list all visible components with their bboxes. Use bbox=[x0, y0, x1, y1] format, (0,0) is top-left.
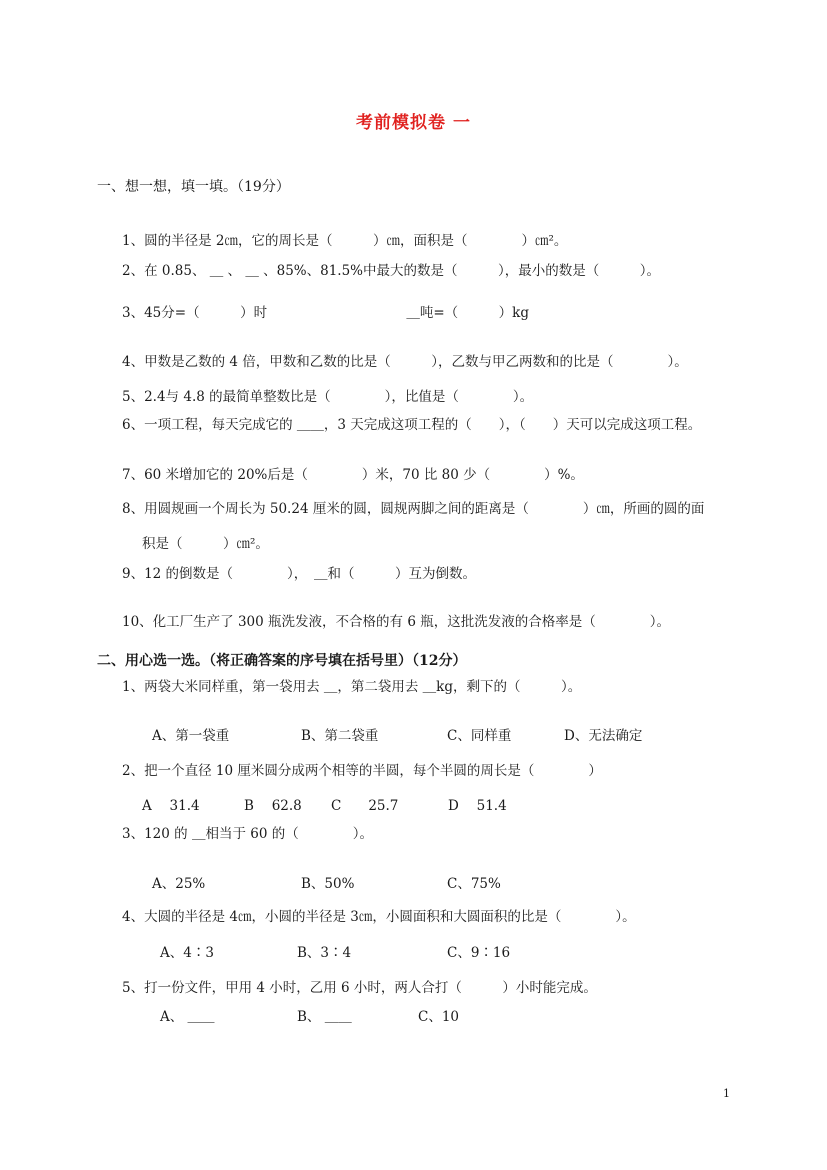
question-1-4: 4、甲数是乙数的 4 倍，甲数和乙数的比是（ ），乙数与甲乙两数和的比是（ ）。 bbox=[122, 354, 688, 370]
option-2-4-c: C、9∶16 bbox=[447, 945, 511, 961]
option-2-2-a: A 31.4 bbox=[142, 798, 200, 814]
question-2-3: 3、120 的 ＿相当于 60 的（ ）。 bbox=[122, 826, 373, 842]
option-2-4-a: A、4∶3 bbox=[160, 945, 214, 961]
question-2-2: 2、把一个直径 10 厘米圆分成两个相等的半圆，每个半圆的周长是（ ） bbox=[122, 763, 602, 779]
question-1-9: 9、12 的倒数是（ ）， ＿和（ ）互为倒数。 bbox=[122, 566, 477, 582]
section2-heading: 二、用心选一选。（将正确答案的序号填在括号里）（12分） bbox=[97, 653, 467, 669]
page-number: 1 bbox=[723, 1087, 730, 1100]
option-2-3-b: B、50% bbox=[301, 876, 355, 892]
option-2-3-c: C、75% bbox=[447, 876, 501, 892]
option-2-5-a: A、 ＿＿ bbox=[160, 1009, 215, 1025]
question-1-8: 8、用圆规画一个周长为 50.24 厘米的圆，圆规两脚之间的距离是（ ）㎝，所画的圆的面 bbox=[122, 501, 705, 517]
question-2-5: 5、打一份文件，甲用 4 小时，乙用 6 小时，两人合打（ ）小时能完成。 bbox=[122, 980, 597, 996]
question-1-7: 7、60 米增加它的 20%后是（ ）米，70 比 80 少（ ）%。 bbox=[122, 467, 584, 483]
question-1-6: 6、一项工程，每天完成它的 ＿＿，3 天完成这项工程的（ ），（ ）天可以完成这项工程。 bbox=[122, 417, 702, 433]
question-1-8-cont: 积是（ ）㎝²。 bbox=[142, 536, 269, 552]
option-2-1-c: C、同样重 bbox=[447, 728, 512, 744]
question-1-2: 2、在 0.85、 ＿ 、 ＿ 、85%、81.5%中最大的数是（ ），最小的数是（ ）。 bbox=[122, 263, 660, 279]
option-2-4-b: B、3∶4 bbox=[297, 945, 352, 961]
question-2-1: 1、两袋大米同样重，第一袋用去 ＿，第二袋用去 ＿kg，剩下的（ ）。 bbox=[122, 679, 582, 695]
option-2-2-d: D 51.4 bbox=[448, 798, 507, 814]
section1-heading: 一、想一想，填一填。（19分） bbox=[97, 179, 290, 195]
option-2-2-c: C 25.7 bbox=[331, 798, 399, 814]
question-1-1: 1、圆的半径是 2㎝，它的周长是（ ）㎝，面积是（ ）㎝²。 bbox=[122, 233, 568, 249]
question-1-5: 5、2.4与 4.8 的最简单整数比是（ ），比值是（ ）。 bbox=[122, 389, 534, 405]
option-2-2-b: B 62.8 bbox=[244, 798, 302, 814]
option-2-5-b: B、 ＿＿ bbox=[297, 1009, 352, 1025]
option-2-5-c: C、10 bbox=[418, 1009, 460, 1025]
page-title: 考前模拟卷 一 bbox=[356, 113, 471, 133]
question-2-4: 4、大圆的半径是 4㎝，小圆的半径是 3㎝，小圆面积和大圆面积的比是（ ）。 bbox=[122, 909, 636, 925]
option-2-3-a: A、25% bbox=[152, 876, 206, 892]
question-1-3: 3、45分=（ ）时 ＿吨=（ ）kg bbox=[122, 305, 530, 321]
option-2-1-b: B、第二袋重 bbox=[301, 728, 379, 744]
question-1-10: 10、化工厂生产了 300 瓶洗发液，不合格的有 6 瓶，这批洗发液的合格率是（ ）。 bbox=[122, 614, 670, 630]
option-2-1-a: A、第一袋重 bbox=[152, 728, 230, 744]
option-2-1-d: D、无法确定 bbox=[564, 728, 643, 744]
